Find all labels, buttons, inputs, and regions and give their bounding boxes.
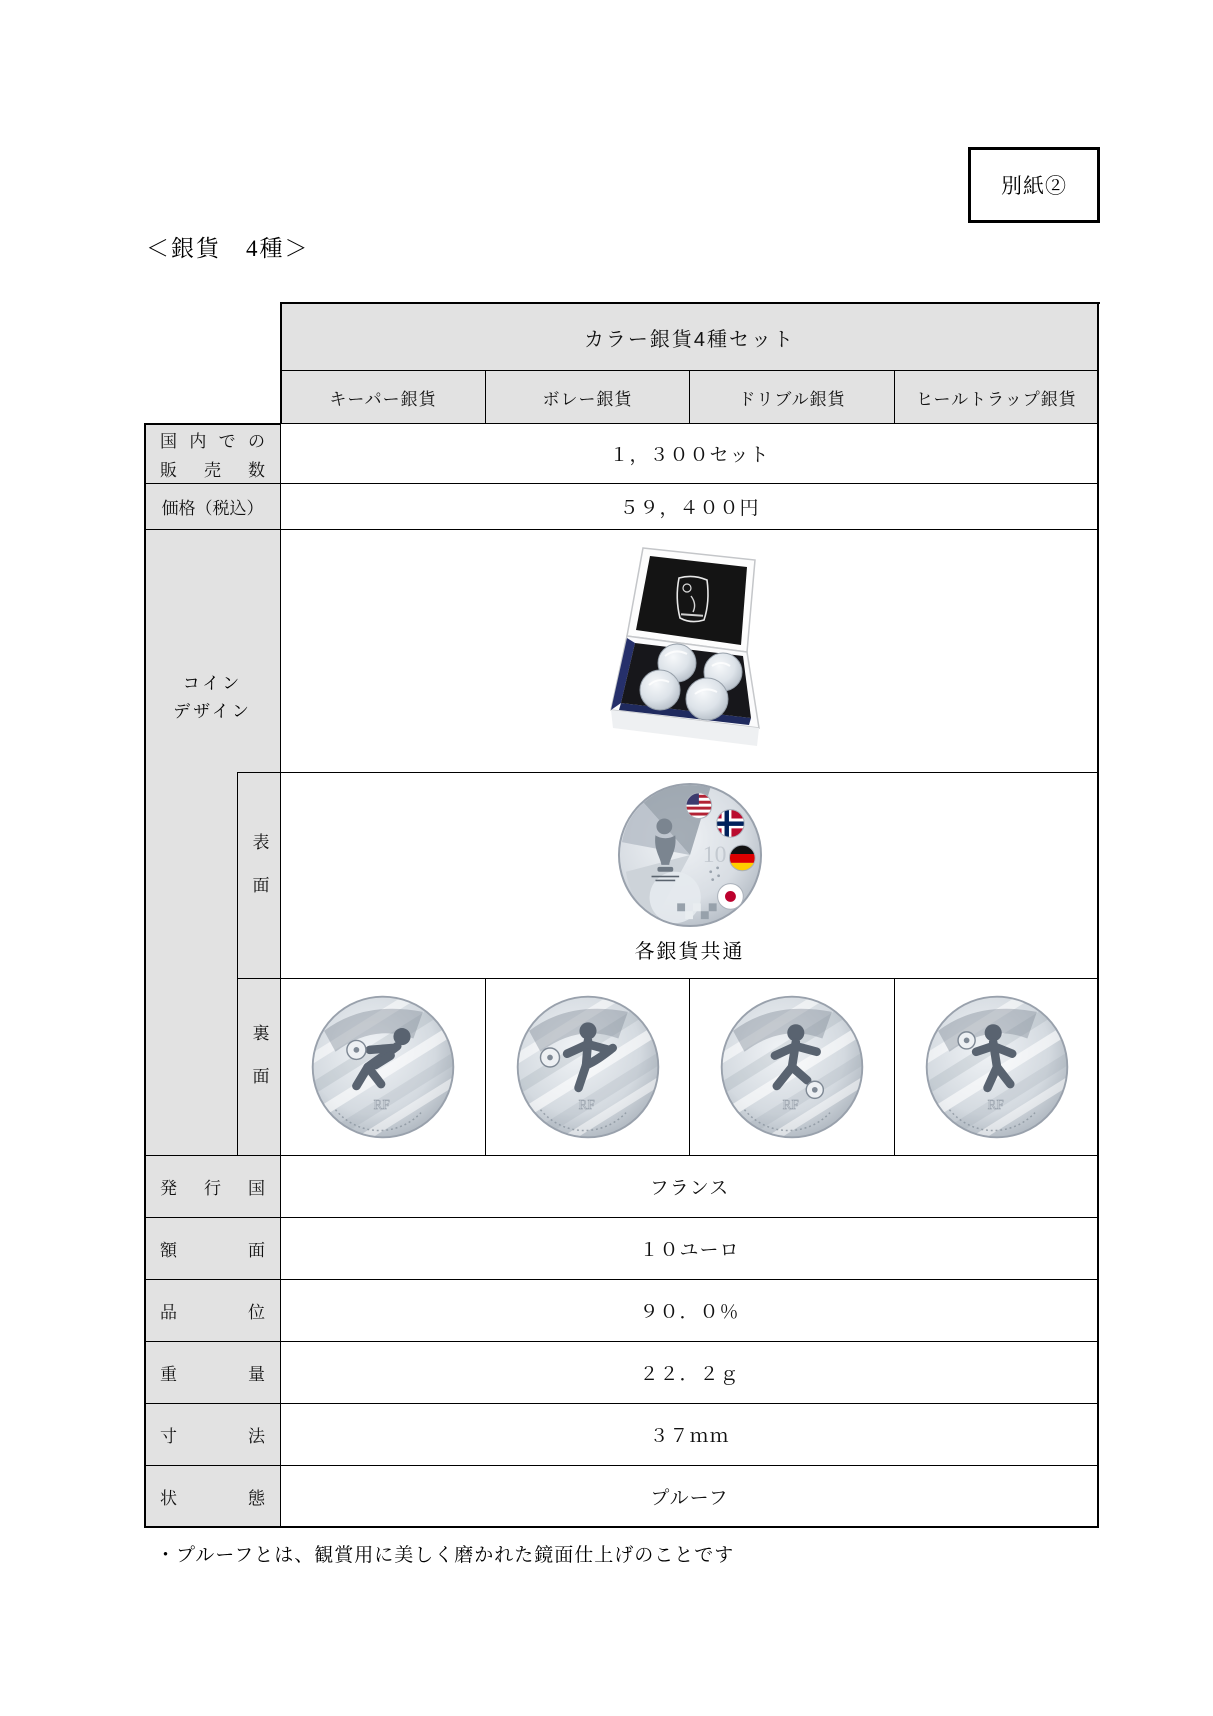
condition-value-cell	[280, 1465, 1099, 1528]
sales-count-label-line2: 販売数	[160, 460, 265, 480]
table-border-left-upper	[280, 302, 282, 424]
coin-column-label: キーパー銀貨	[329, 389, 437, 409]
obverse-denomination-mark: 10	[702, 841, 726, 868]
dimensions-value: ３７ｍｍ	[649, 1426, 730, 1447]
reverse-coin-image-heeltrap	[921, 991, 1073, 1143]
weight-value: ２２．２ｇ	[639, 1364, 740, 1385]
weight-label-cell	[144, 1341, 281, 1404]
weight-label: 重量	[160, 1365, 265, 1384]
coin-design-label-line2: デザイン	[173, 702, 252, 721]
table-border-right	[1097, 302, 1099, 1528]
fineness-value: ９０．０％	[639, 1302, 740, 1323]
coin-column-header-dribble	[689, 370, 895, 424]
reverse-side-label-cell	[237, 978, 281, 1156]
coin-column-header-heeltrap	[894, 370, 1099, 424]
reverse-coin-image-dribble	[716, 991, 868, 1143]
rf-mark: RF	[987, 1096, 1004, 1112]
obverse-side-label: 表面	[249, 832, 269, 919]
coin-column-label: ボレー銀貨	[542, 389, 633, 409]
dimensions-value-cell	[280, 1403, 1099, 1466]
fineness-label-cell	[144, 1279, 281, 1342]
denomination-value-cell	[280, 1217, 1099, 1280]
japan-flag-icon	[717, 884, 743, 910]
sales-count-value-cell	[280, 423, 1099, 484]
price-value: ５９，４００円	[619, 498, 760, 519]
attachment-label-box	[968, 147, 1100, 223]
condition-label: 状態	[160, 1489, 265, 1508]
denomination-label-cell	[144, 1217, 281, 1280]
table-border-top	[280, 302, 1100, 304]
price-value-cell	[280, 483, 1099, 530]
attachment-label: 別紙②	[1001, 174, 1067, 198]
reverse-coin-image-volley	[512, 991, 664, 1143]
norway-flag-icon	[716, 810, 744, 838]
rf-mark: RF	[578, 1096, 595, 1112]
reverse-coin-cell-dribble	[689, 978, 895, 1156]
coin-case-photo	[605, 545, 775, 757]
issuing-country-value: フランス	[649, 1178, 730, 1199]
denomination-label: 額面	[160, 1241, 265, 1260]
reverse-coin-cell-heeltrap	[894, 978, 1099, 1156]
obverse-design-cell	[280, 772, 1099, 979]
fineness-value-cell	[280, 1279, 1099, 1342]
fineness-label: 品位	[160, 1303, 265, 1322]
soccer-ball-icon	[806, 1081, 823, 1098]
condition-value: プルーフ	[650, 1488, 729, 1509]
condition-label-cell	[144, 1465, 281, 1528]
rf-mark: RF	[373, 1096, 390, 1112]
coin-design-label	[145, 670, 280, 726]
soccer-ball-icon	[347, 1040, 366, 1059]
reverse-coin-cell-volley	[485, 978, 690, 1156]
price-label-cell	[144, 483, 281, 530]
soccer-ball-icon	[540, 1048, 559, 1067]
reverse-side-label: 裏面	[249, 1024, 269, 1110]
issuing-country-value-cell	[280, 1155, 1099, 1218]
dimensions-label-cell	[144, 1403, 281, 1466]
table-border-bottom	[144, 1526, 1099, 1528]
coin-column-label: ヒールトラップ銀貨	[916, 389, 1077, 409]
price-label: 価格（税込）	[161, 499, 264, 518]
coin-case-photo-cell	[280, 529, 1099, 773]
coin-column-header-keeper	[280, 370, 486, 424]
reverse-coin-cell-keeper	[280, 978, 486, 1156]
set-header-label: カラー銀貨4種セット	[583, 328, 796, 351]
sales-count-label-line1: 国内での	[160, 431, 265, 451]
sales-count-value: １，３００セット	[609, 445, 770, 466]
set-header-cell	[280, 303, 1099, 371]
coin-column-label: ドリブル銀貨	[738, 389, 846, 409]
issuing-country-label-cell	[144, 1155, 281, 1218]
reverse-coin-image-keeper	[307, 991, 459, 1143]
germany-flag-icon	[729, 845, 755, 872]
weight-value-cell	[280, 1341, 1099, 1404]
sales-count-label-cell	[144, 423, 281, 484]
issuing-country-label: 発行国	[160, 1179, 265, 1198]
obverse-coin-image	[616, 781, 764, 929]
usa-flag-icon	[686, 793, 712, 819]
coin-column-header-volley	[485, 370, 690, 424]
obverse-side-label-cell	[237, 772, 281, 979]
obverse-common-note: 各銀貨共通	[634, 941, 745, 963]
rf-mark: RF	[782, 1096, 799, 1112]
coin-design-label-line1: コイン	[182, 674, 243, 693]
soccer-ball-icon	[958, 1032, 975, 1049]
table-border-label-top	[144, 423, 281, 425]
dimensions-label: 寸法	[160, 1427, 265, 1446]
table-border-left-lower	[144, 423, 146, 1528]
footnote: ・プルーフとは、観賞用に美しく磨かれた鏡面仕上げのことです	[156, 1545, 735, 1566]
denomination-value: １０ユーロ	[639, 1240, 740, 1261]
page-title: ＜銀貨 4種＞	[146, 236, 310, 261]
